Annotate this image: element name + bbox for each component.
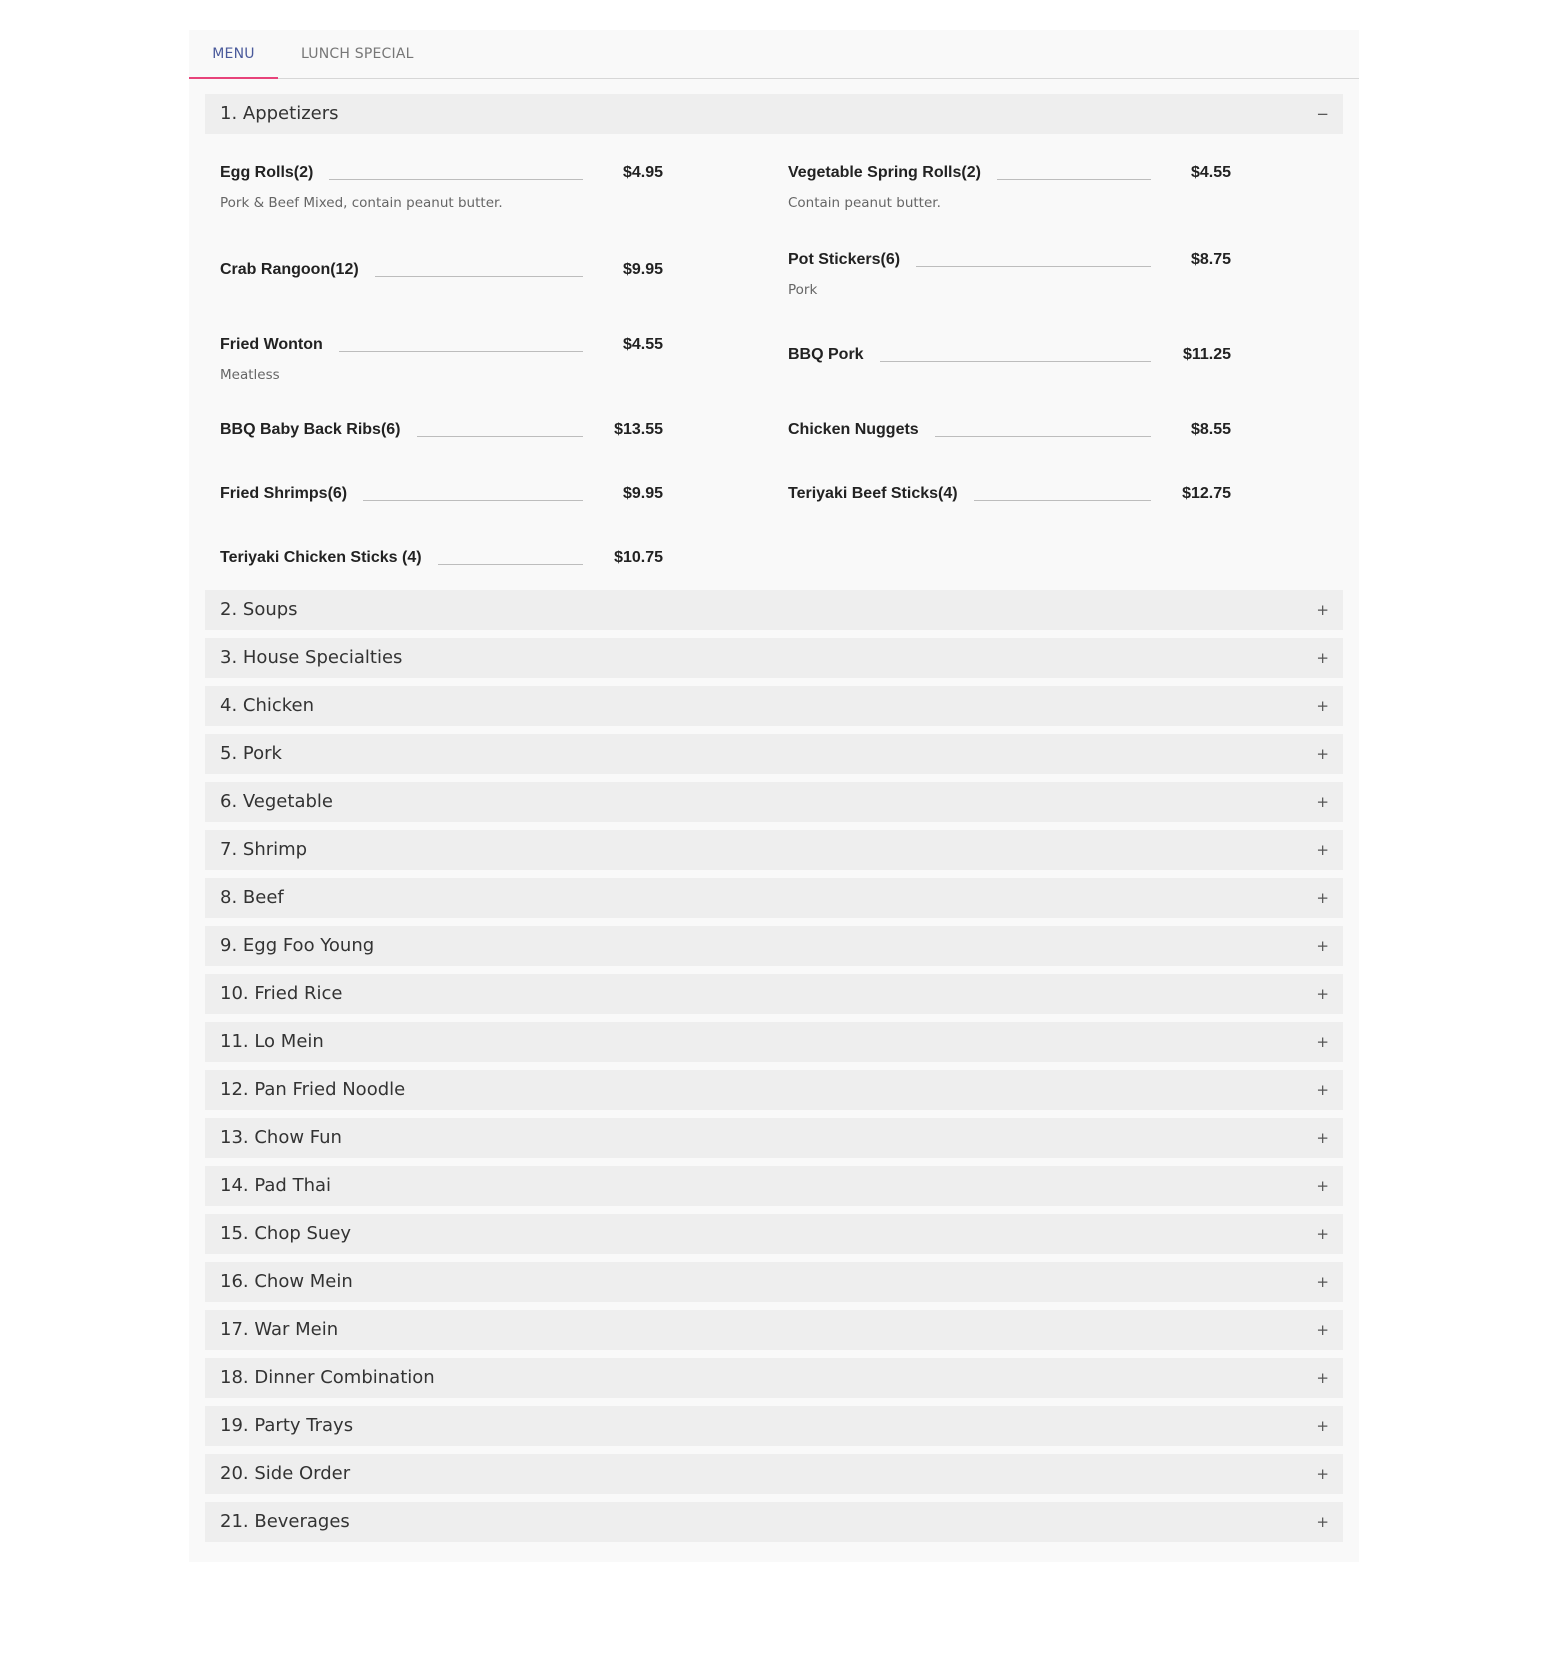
section-header-war-mein[interactable] — [205, 1310, 1343, 1350]
expand-icon[interactable]: + — [1316, 1417, 1329, 1435]
section-header-pad-thai[interactable] — [205, 1166, 1343, 1206]
section-header-side-order[interactable] — [205, 1454, 1343, 1494]
dotted-leader — [880, 361, 1151, 362]
section-title: 10. Fried Rice — [220, 983, 343, 1004]
expand-icon[interactable]: + — [1316, 1273, 1329, 1291]
menu-item — [220, 421, 663, 481]
menu-item — [220, 164, 663, 224]
section-title: 15. Chop Suey — [220, 1223, 352, 1244]
expand-icon[interactable]: + — [1316, 649, 1329, 667]
dotted-leader — [916, 266, 1151, 267]
dotted-leader — [329, 179, 583, 180]
item-name: Fried Shrimps(6) — [220, 485, 363, 503]
menu-item — [788, 346, 1231, 406]
section-title: 16. Chow Mein — [220, 1271, 353, 1292]
item-price: $9.95 — [622, 485, 663, 502]
dotted-leader — [438, 564, 583, 565]
expand-icon[interactable]: + — [1316, 1465, 1329, 1483]
section-title: 9. Egg Foo Young — [220, 935, 375, 956]
expand-icon[interactable]: + — [1316, 1369, 1329, 1387]
section-title: 2. Soups — [220, 599, 298, 620]
section-header-pan-fried-noodle[interactable] — [205, 1070, 1343, 1110]
item-name: Crab Rangoon(12) — [220, 261, 375, 279]
menu-item — [788, 421, 1231, 481]
item-name: Vegetable Spring Rolls(2) — [788, 164, 997, 182]
dotted-leader — [339, 351, 583, 352]
dotted-leader — [417, 436, 583, 437]
item-name: Egg Rolls(2) — [220, 164, 329, 182]
section-header-chicken[interactable] — [205, 686, 1343, 726]
section-title: 12. Pan Fried Noodle — [220, 1079, 406, 1100]
expand-icon[interactable]: + — [1316, 985, 1329, 1003]
section-title: 13. Chow Fun — [220, 1127, 342, 1148]
item-name: BBQ Baby Back Ribs(6) — [220, 421, 417, 439]
item-price: $8.55 — [1190, 421, 1231, 438]
menu-item — [788, 164, 1231, 224]
item-name: Pot Stickers(6) — [788, 251, 916, 269]
section-title: 20. Side Order — [220, 1463, 351, 1484]
expand-icon[interactable]: + — [1316, 841, 1329, 859]
expand-icon[interactable]: + — [1316, 889, 1329, 907]
section-title: 3. House Specialties — [220, 647, 403, 668]
expand-icon[interactable]: + — [1316, 1177, 1329, 1195]
expand-icon[interactable]: + — [1316, 1081, 1329, 1099]
section-header-lo-mein[interactable] — [205, 1022, 1343, 1062]
dotted-leader — [974, 500, 1151, 501]
section-title: 11. Lo Mein — [220, 1031, 324, 1052]
item-price: $9.95 — [622, 261, 663, 278]
menu-item — [220, 261, 663, 321]
section-title: 6. Vegetable — [220, 791, 333, 812]
dotted-leader — [935, 436, 1151, 437]
menu-item — [788, 251, 1231, 311]
section-header-soups[interactable] — [205, 590, 1343, 630]
menu-item — [220, 336, 663, 396]
section-header-chop-suey[interactable] — [205, 1214, 1343, 1254]
item-description: Contain peanut butter. — [788, 195, 941, 211]
section-header-beef[interactable] — [205, 878, 1343, 918]
item-price: $13.55 — [614, 421, 663, 438]
menu-item — [220, 485, 663, 545]
section-title: 14. Pad Thai — [220, 1175, 332, 1196]
expand-icon[interactable]: + — [1316, 601, 1329, 619]
item-price: $11.25 — [1182, 346, 1231, 363]
section-title: 17. War Mein — [220, 1319, 339, 1340]
menu-item — [788, 485, 1231, 545]
dotted-leader — [375, 276, 583, 277]
dotted-leader — [363, 500, 583, 501]
tab-menu[interactable]: MENU — [189, 30, 278, 79]
section-title: 19. Party Trays — [220, 1415, 354, 1436]
section-items — [205, 134, 1343, 590]
item-price: $4.95 — [622, 164, 663, 181]
section-header-chow-fun[interactable] — [205, 1118, 1343, 1158]
section-header-chow-mein[interactable] — [205, 1262, 1343, 1302]
section-header-beverages[interactable] — [205, 1502, 1343, 1542]
item-description: Meatless — [220, 367, 280, 383]
section-title: 5. Pork — [220, 743, 282, 764]
collapse-icon[interactable]: − — [1316, 105, 1329, 123]
item-name: Teriyaki Chicken Sticks (4) — [220, 549, 438, 567]
item-description: Pork — [788, 282, 818, 298]
item-price: $4.55 — [622, 336, 663, 353]
expand-icon[interactable]: + — [1316, 1033, 1329, 1051]
item-price: $8.75 — [1190, 251, 1231, 268]
section-header-dinner-combination[interactable] — [205, 1358, 1343, 1398]
expand-icon[interactable]: + — [1316, 745, 1329, 763]
item-price: $12.75 — [1182, 485, 1231, 502]
section-title: 18. Dinner Combination — [220, 1367, 435, 1388]
item-name: BBQ Pork — [788, 346, 880, 364]
dotted-leader — [997, 179, 1151, 180]
menu-panel — [189, 30, 1359, 1562]
expand-icon[interactable]: + — [1316, 937, 1329, 955]
section-header-shrimp[interactable] — [205, 830, 1343, 870]
section-header-house-specialties[interactable] — [205, 638, 1343, 678]
section-title: 8. Beef — [220, 887, 284, 908]
item-price: $10.75 — [614, 549, 663, 566]
tab-lunch-special[interactable]: LUNCH SPECIAL — [301, 46, 414, 62]
expand-icon[interactable]: + — [1316, 793, 1329, 811]
section-title: 7. Shrimp — [220, 839, 308, 860]
section-header-party-trays[interactable] — [205, 1406, 1343, 1446]
expand-icon[interactable]: + — [1316, 697, 1329, 715]
section-header-egg-foo-young[interactable] — [205, 926, 1343, 966]
item-name: Chicken Nuggets — [788, 421, 935, 439]
tab-bar — [189, 30, 1359, 79]
expand-icon[interactable]: + — [1316, 1129, 1329, 1147]
menu-sections — [205, 94, 1343, 1550]
expand-icon[interactable]: + — [1316, 1513, 1329, 1531]
item-name: Fried Wonton — [220, 336, 339, 354]
item-description: Pork & Beef Mixed, contain peanut butter. — [220, 195, 503, 211]
item-name: Teriyaki Beef Sticks(4) — [788, 485, 974, 503]
section-title: 1. Appetizers — [220, 103, 339, 124]
section-header-pork[interactable] — [205, 734, 1343, 774]
section-header-appetizers[interactable] — [205, 94, 1343, 134]
section-header-vegetable[interactable] — [205, 782, 1343, 822]
section-title: 21. Beverages — [220, 1511, 350, 1532]
section-header-fried-rice[interactable] — [205, 974, 1343, 1014]
expand-icon[interactable]: + — [1316, 1225, 1329, 1243]
section-title: 4. Chicken — [220, 695, 315, 716]
expand-icon[interactable]: + — [1316, 1321, 1329, 1339]
item-price: $4.55 — [1190, 164, 1231, 181]
